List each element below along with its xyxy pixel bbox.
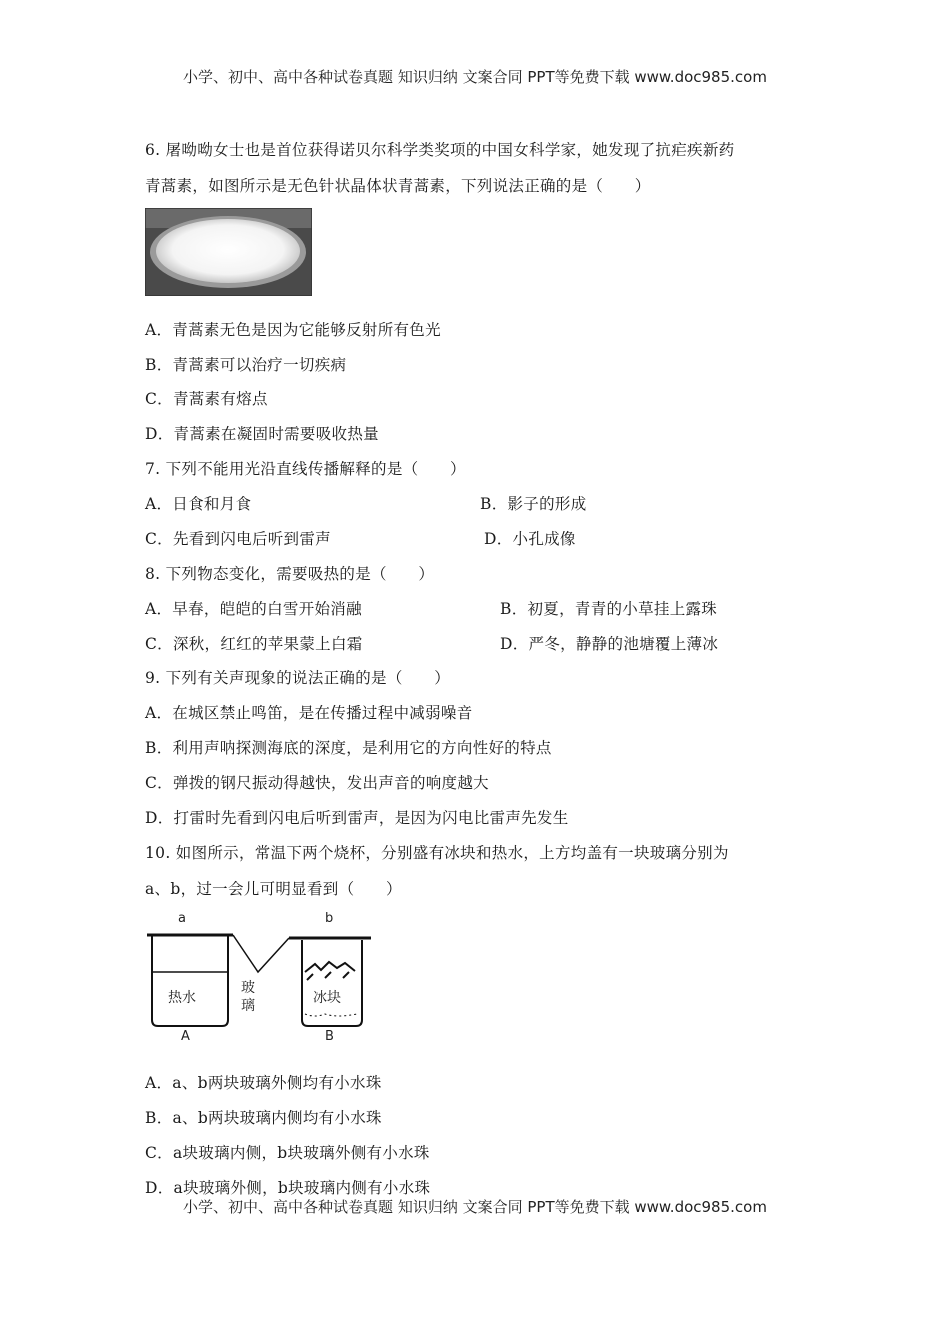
q7-option-a: A．日食和月食 xyxy=(145,495,252,513)
cup-b-label: B xyxy=(325,1029,334,1044)
q8-stem: 8. 下列物态变化，需要吸热的是（ ） xyxy=(145,565,435,583)
cup-a-label: A xyxy=(181,1029,190,1044)
q10-option-d: D．a块玻璃外侧，b块玻璃内侧有小水珠 xyxy=(145,1179,431,1197)
glass-b-label: b xyxy=(325,911,334,926)
ice-label: 冰块 xyxy=(313,990,341,1006)
q9-option-b: B．利用声呐探测海底的深度，是利用它的方向性好的特点 xyxy=(145,739,552,757)
beakers-diagram xyxy=(145,908,375,1044)
q6-stem-line1: 6. 屠呦呦女士也是首位获得诺贝尔科学类奖项的中国女科学家，她发现了抗疟疾新药 xyxy=(145,141,735,159)
q6-option-a: A．青蒿素无色是因为它能够反射所有色光 xyxy=(145,321,441,339)
artemisinin-crystal-photo xyxy=(145,208,312,296)
q10-option-a: A．a、b两块玻璃外侧均有小水珠 xyxy=(145,1074,382,1092)
q9-stem: 9. 下列有关声现象的说法正确的是（ ） xyxy=(145,669,451,687)
q10-option-b: B．a、b两块玻璃内侧均有小水珠 xyxy=(145,1109,382,1127)
q10-stem-line1: 10. 如图所示，常温下两个烧杯，分别盛有冰块和热水，上方均盖有一块玻璃分别为 xyxy=(145,844,729,862)
q6-option-c: C．青蒿素有熔点 xyxy=(145,390,268,408)
q7-stem: 7. 下列不能用光沿直线传播解释的是（ ） xyxy=(145,460,466,478)
q8-option-d: D．严冬，静静的池塘覆上薄冰 xyxy=(500,635,719,653)
q10-stem-line2: a、b，过一会儿可明显看到（ ） xyxy=(145,880,402,898)
q7-option-d: D．小孔成像 xyxy=(484,530,576,548)
hot-water-label: 热水 xyxy=(168,990,196,1006)
page-footer: 小学、初中、高中各种试卷真题 知识归纳 文案合同 PPT等免费下载 www.doc985.com xyxy=(183,1198,767,1216)
glass-text-2: 璃 xyxy=(241,998,255,1014)
q9-option-a: A．在城区禁止鸣笛，是在传播过程中减弱噪音 xyxy=(145,704,473,722)
q8-option-c: C．深秋，红红的苹果蒙上白霜 xyxy=(145,635,363,653)
glass-text-1: 玻 xyxy=(241,980,255,996)
q6-stem-line2: 青蒿素，如图所示是无色针状晶体状青蒿素，下列说法正确的是（ ） xyxy=(145,177,651,195)
q8-option-a: A．早春，皑皑的白雪开始消融 xyxy=(145,600,362,618)
q7-option-c: C．先看到闪电后听到雷声 xyxy=(145,530,331,548)
q8-option-b: B．初夏，青青的小草挂上露珠 xyxy=(500,600,718,618)
q7-option-b: B．影子的形成 xyxy=(480,495,587,513)
page-header: 小学、初中、高中各种试卷真题 知识归纳 文案合同 PPT等免费下载 www.doc985.com xyxy=(183,68,767,86)
q6-option-b: B．青蒿素可以治疗一切疾病 xyxy=(145,356,347,374)
q9-option-c: C．弹拨的钢尺振动得越快，发出声音的响度越大 xyxy=(145,774,489,792)
q9-option-d: D．打雷时先看到闪电后听到雷声，是因为闪电比雷声先发生 xyxy=(145,809,569,827)
glass-a-label: a xyxy=(178,911,186,926)
q6-option-d: D．青蒿素在凝固时需要吸收热量 xyxy=(145,425,379,443)
q10-option-c: C．a块玻璃内侧，b块玻璃外侧有小水珠 xyxy=(145,1144,430,1162)
